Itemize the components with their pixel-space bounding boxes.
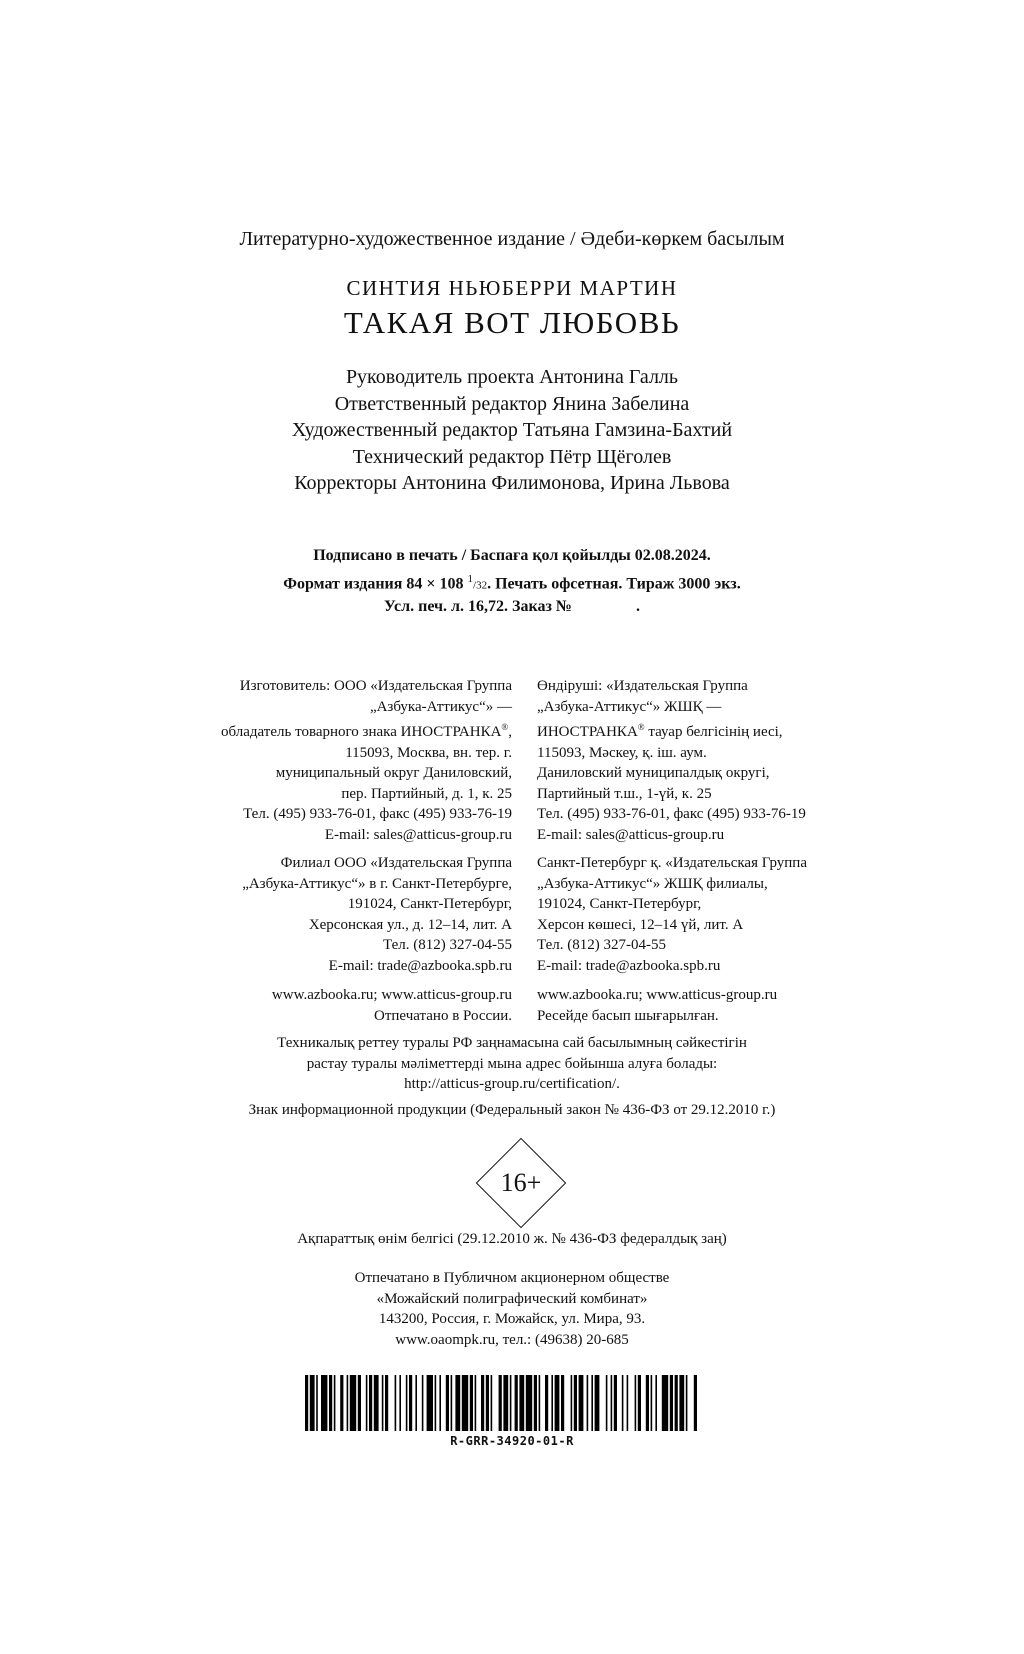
format-line bbox=[0, 568, 1024, 597]
printer-line: 143200, Россия, г. Можайск, ул. Мира, 93. bbox=[378, 1311, 646, 1327]
print-info-block bbox=[0, 545, 1024, 619]
branch-kz-line: Херсон көшесі, 12–14 үй, лит. А bbox=[537, 916, 744, 933]
credit-line: Руководитель проекта Антонина Галль bbox=[345, 366, 679, 388]
web-kz-line: Ресейде басып шығарылған. bbox=[537, 1007, 719, 1024]
barcode-caption: R-GRR-34920-01-R bbox=[450, 1434, 574, 1448]
manufacturer-ru-line: Изготовитель: ООО «Издательская Группа bbox=[239, 678, 512, 694]
manufacturer-kz-line: „Азбука-Аттикус“» ЖШҚ — bbox=[537, 698, 722, 715]
sheets-order: Усл. печ. л. 16,72. Заказ № . bbox=[384, 598, 640, 616]
author-name: СИНТИЯ НЬЮБЕРРИ МАРТИН bbox=[346, 276, 678, 300]
info-product-sign: Знак информационной продукции (Федеральный закон № 436-ФЗ от 29.12.2010 г.) bbox=[248, 1102, 776, 1118]
age-rating-badge bbox=[476, 1138, 566, 1228]
registered-mark: ® bbox=[501, 722, 509, 732]
printer-line: Отпечатано в Публичном акционерном обществе bbox=[354, 1270, 670, 1286]
manufacturer-kz-line: Даниловский муниципалдық округі, bbox=[537, 765, 770, 781]
web-kz-line: www.azbooka.ru; www.atticus-group.ru bbox=[537, 987, 778, 1003]
book-title: ТАКАЯ ВОТ ЛЮБОВЬ bbox=[343, 305, 681, 340]
trademark-name: ИНОСТРАНКА bbox=[537, 724, 638, 740]
barcode-icon bbox=[305, 1375, 742, 1431]
branch-kz-line: Санкт-Петербург қ. «Издательская Группа bbox=[537, 855, 807, 871]
branch-kz-line: „Азбука-Аттикус“» ЖШҚ филиалы, bbox=[537, 875, 768, 892]
manufacturer-kz-line: Тел. (495) 933-76-01, факс (495) 933-76-19 bbox=[537, 806, 806, 822]
credit-line: Технический редактор Пётр Щёголев bbox=[352, 445, 672, 468]
format-prefix: Формат издания 84 × 108 bbox=[283, 574, 468, 592]
trademark-suffix: , bbox=[508, 724, 512, 740]
web-ru-line: www.azbooka.ru; www.atticus-group.ru bbox=[271, 987, 512, 1003]
kz-info-sign: Ақпараттық өнім белгісі (29.12.2010 ж. № 436-ФЗ федералдық заң) bbox=[297, 1231, 727, 1247]
signed-date: Подписано в печать / Баспаға қол қойылды 02.08.2024. bbox=[313, 547, 711, 564]
manufacturer-kz-line bbox=[537, 717, 807, 743]
manufacturer-kz-line: Өндіруші: «Издательская Группа bbox=[537, 678, 748, 694]
manufacturer-kz-email: E-mail: sales@atticus-group.ru bbox=[537, 826, 725, 843]
branch-kz-email: E-mail: trade@azbooka.spb.ru bbox=[537, 957, 721, 974]
branch-ru-line: „Азбука-Аттикус“» в г. Санкт-Петербурге, bbox=[242, 875, 512, 892]
age-rating-text: 16+ bbox=[500, 1168, 542, 1197]
credit-line: Художественный редактор Татьяна Гамзина-Бахтий bbox=[291, 419, 733, 441]
branch-ru-line: Херсонская ул., д. 12–14, лит. А bbox=[308, 916, 512, 933]
regulation-line: растау туралы мәліметтерді мына адрес бойынша алуға болады: bbox=[306, 1055, 718, 1072]
credit-line: Ответственный редактор Янина Забелина bbox=[334, 392, 690, 415]
format-suffix: . Печать офсетная. Тираж 3000 экз. bbox=[487, 574, 741, 592]
certification-url: http://atticus-group.ru/certification/. bbox=[404, 1076, 620, 1092]
printer-line: «Можайский полиграфический комбинат» bbox=[376, 1290, 648, 1307]
trademark-suffix: тауар белгісінің иесі, bbox=[644, 724, 783, 740]
manufacturer-ru-line: „Азбука-Аттикус“» — bbox=[369, 698, 512, 715]
branch-ru-email: E-mail: trade@azbooka.spb.ru bbox=[328, 957, 512, 974]
branch-ru-line: Филиал ООО «Издательская Группа bbox=[280, 855, 512, 871]
web-ru-line: Отпечатано в России. bbox=[374, 1007, 512, 1024]
manufacturer-ru-line: пер. Партийный, д. 1, к. 25 bbox=[341, 785, 512, 802]
manufacturer-ru-email: E-mail: sales@atticus-group.ru bbox=[324, 826, 512, 843]
branch-kz-line: Тел. (812) 327-04-55 bbox=[537, 937, 666, 953]
manufacturer-ru-line bbox=[221, 717, 512, 743]
manufacturer-kz-line: Партийный т.ш., 1-үй, к. 25 bbox=[537, 785, 712, 802]
printer-block bbox=[0, 1268, 1024, 1350]
manufacturer-ru-line: 115093, Москва, вн. тер. г. bbox=[345, 744, 512, 761]
right-column bbox=[537, 676, 807, 1026]
branch-ru-line: Тел. (812) 327-04-55 bbox=[383, 937, 512, 953]
manufacturer-ru-line: муниципальный округ Даниловский, bbox=[275, 765, 512, 781]
trademark-owner: обладатель товарного знака ИНОСТРАНКА bbox=[221, 724, 502, 740]
edition-line: Литературно-художественное издание / Әдеби-көркем басылым bbox=[239, 228, 785, 250]
left-column bbox=[221, 676, 512, 1026]
regulation-line: Техникалық реттеу туралы РФ заңнамасына сай басылымның сәйкестігін bbox=[277, 1035, 747, 1051]
regulation-block bbox=[0, 1033, 1024, 1095]
branch-kz-line: 191024, Санкт-Петербург, bbox=[537, 896, 702, 912]
branch-ru-line: 191024, Санкт-Петербург, bbox=[347, 896, 512, 912]
manufacturer-ru-line: Тел. (495) 933-76-01, факс (495) 933-76-19 bbox=[243, 806, 512, 822]
credit-line: Корректоры Антонина Филимонова, Ирина Львова bbox=[294, 472, 730, 494]
printer-line: www.oaompk.ru, тел.: (49638) 20-685 bbox=[395, 1331, 629, 1348]
registered-mark: ® bbox=[637, 722, 645, 732]
credits-block bbox=[0, 364, 1024, 497]
format-fraction-num: 1 bbox=[467, 572, 474, 585]
format-fraction-den: /32 bbox=[473, 578, 488, 591]
manufacturer-kz-line: 115093, Мәскеу, қ. іш. аум. bbox=[537, 744, 707, 761]
